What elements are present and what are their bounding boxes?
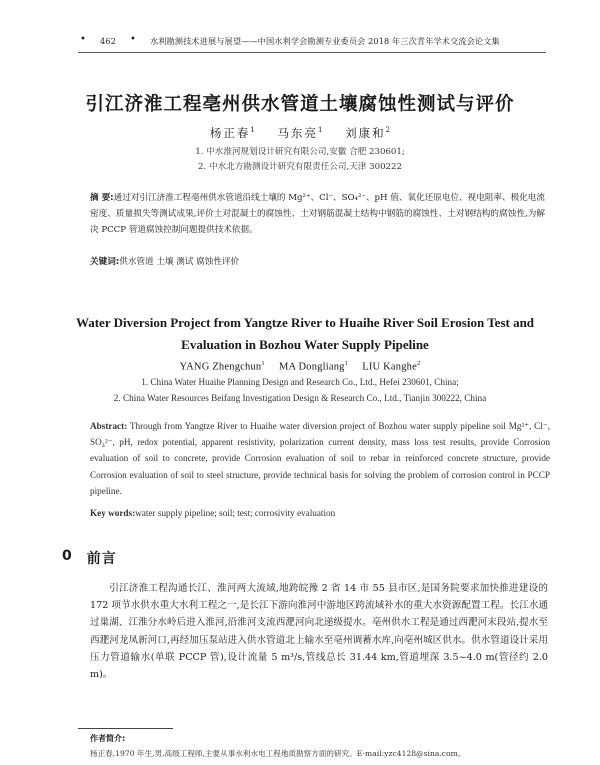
affiliation-en-2: 2. China Water Resources Beifang Investigation Design & Research Co., Ltd., Tianjin 300222, China: [113, 393, 487, 403]
title-cn: 引江济淮工程亳州供水管道土壤腐蚀性测试与评价: [85, 94, 515, 115]
abstract-en-label: Abstract:: [90, 421, 128, 431]
footnote-label: 作者简介:: [90, 734, 126, 743]
keywords-cn-label: 关键词:: [90, 257, 120, 267]
footnote-rule: [78, 728, 173, 729]
author-cn-3-sup: 2: [385, 126, 391, 135]
keywords-en: [90, 508, 550, 518]
authors-cn: [0, 125, 600, 141]
keywords-cn-text: 供水管道 土壤 测试 腐蚀性评价: [119, 257, 240, 267]
author-en-1: YANG Zhengchun: [179, 361, 262, 373]
author-en-1-sup: 1: [261, 360, 265, 367]
keywords-en-label: Key words:: [90, 508, 136, 518]
abstract-en: [90, 418, 550, 499]
author-en-3: LIU Kanghe: [362, 361, 417, 373]
bullet-left: •: [80, 34, 86, 45]
running-head: [80, 36, 550, 47]
body-paragraph: 引江济淮工程沟通长江、淮河两大流域,地跨皖豫 2 省 14 市 55 县市区,是国务院要求加快推进建设的 172 项节水供水重大水利工程之一,是长江下游向淮河中游地区跨流域补水的重大水资源配置工程。长江水通过巢湖、江淮分水岭后进入淮河,沿淮河支流西淝河向北递级提水。亳州供水工程是通过西淝河末段站,提水至西淝河龙凤新河口,再经加压泵站进入供水管道北上输水至亳州调蓄水库,向亳州城区供水。供水管道设计采用压力管道输水(单联 PCCP 管),设计流量 5 m³/s,管线总长 31.44 km,管道埋深 3.5~4.0 m(管径约 2.0 m)。: [90, 583, 548, 681]
abstract-en-text: Through from Yangtze River to Huaihe water diversion project of Bozhou water supply pipeline soil Mg²⁺, Cl⁻, SO₄²⁻, pH, redox potential, apparent resistivity, polarization current density, mass loss test results, provide Corrosion evaluation of soil to concrete, provide Corrosion evaluation of soil to rebar in reinforced concrete structure, provide Corrosion evaluation of soil to steel structure, provide technical basis for solving the problem of corrosion control in PCCP pipeline.: [90, 421, 550, 496]
keywords-en-text: water supply pipeline; soil; test; corrosivity evaluation: [135, 508, 336, 518]
section-title: 前言: [86, 551, 117, 567]
keywords-cn: [90, 255, 545, 267]
page-number: 462: [100, 36, 116, 46]
bullet-right: •: [129, 34, 136, 45]
section-number: 0: [62, 548, 73, 564]
abstract-cn: [90, 190, 545, 238]
footnote-text: 杨正春,1970 年生,男,高级工程师,主要从事水利水电工程地质勘察方面的研究。E-mail:yzc4128@sina.com。: [90, 749, 466, 758]
author-cn-2: 马东亮: [277, 126, 319, 140]
author-cn-1-sup: 1: [250, 126, 255, 135]
section-heading: [62, 548, 117, 568]
affiliation-cn-1: 1. 中水淮河规划设计研究有限公司,安徽 合肥 230601;: [195, 147, 405, 157]
abstract-cn-text: 通过对引江济淮工程亳州供水管道沿线土壤的 Mg²⁺、Cl⁻、SO₄²⁻、pH 值、氧化还原电位、视电阻率、极化电流密度、质量损失等测试成果,评价土对混凝土的腐蚀性、土对钢筋混凝土结构中钢筋的腐蚀性、土对钢结构的腐蚀性,为解决 PCCP 管道腐蚀控制问题提供技术依据。: [90, 193, 545, 235]
author-en-2-sup: 1: [344, 360, 349, 367]
affiliation-en-1: 1. China Water Huaihe Planning Design and Research Co., Ltd., Hefei 230601, China;: [141, 377, 459, 387]
title-en: Water Diversion Project from Yangtze River to Huaihe River Soil Erosion Test and Evaluation in Bozhou Water Supply Pipeline: [75, 315, 535, 352]
author-cn-1: 杨正春: [209, 126, 251, 140]
author-en-3-sup: 2: [417, 360, 421, 367]
authors-en: [0, 360, 600, 373]
running-head-text: 水利勘测技术进展与展望——中国水利学会勘测专业委员会 2018 年三次青年学术交流会论文集: [149, 36, 500, 46]
author-en-2: MA Dongliang: [278, 361, 345, 373]
author-cn-2-sup: 1: [318, 126, 323, 135]
affiliation-cn-2: 2. 中水北方勘测设计研究有限责任公司,天津 300222: [198, 162, 402, 172]
abstract-cn-label: 摘 要:: [90, 193, 114, 203]
header-rule: [78, 52, 546, 53]
author-cn-3: 刘康和: [345, 126, 386, 140]
